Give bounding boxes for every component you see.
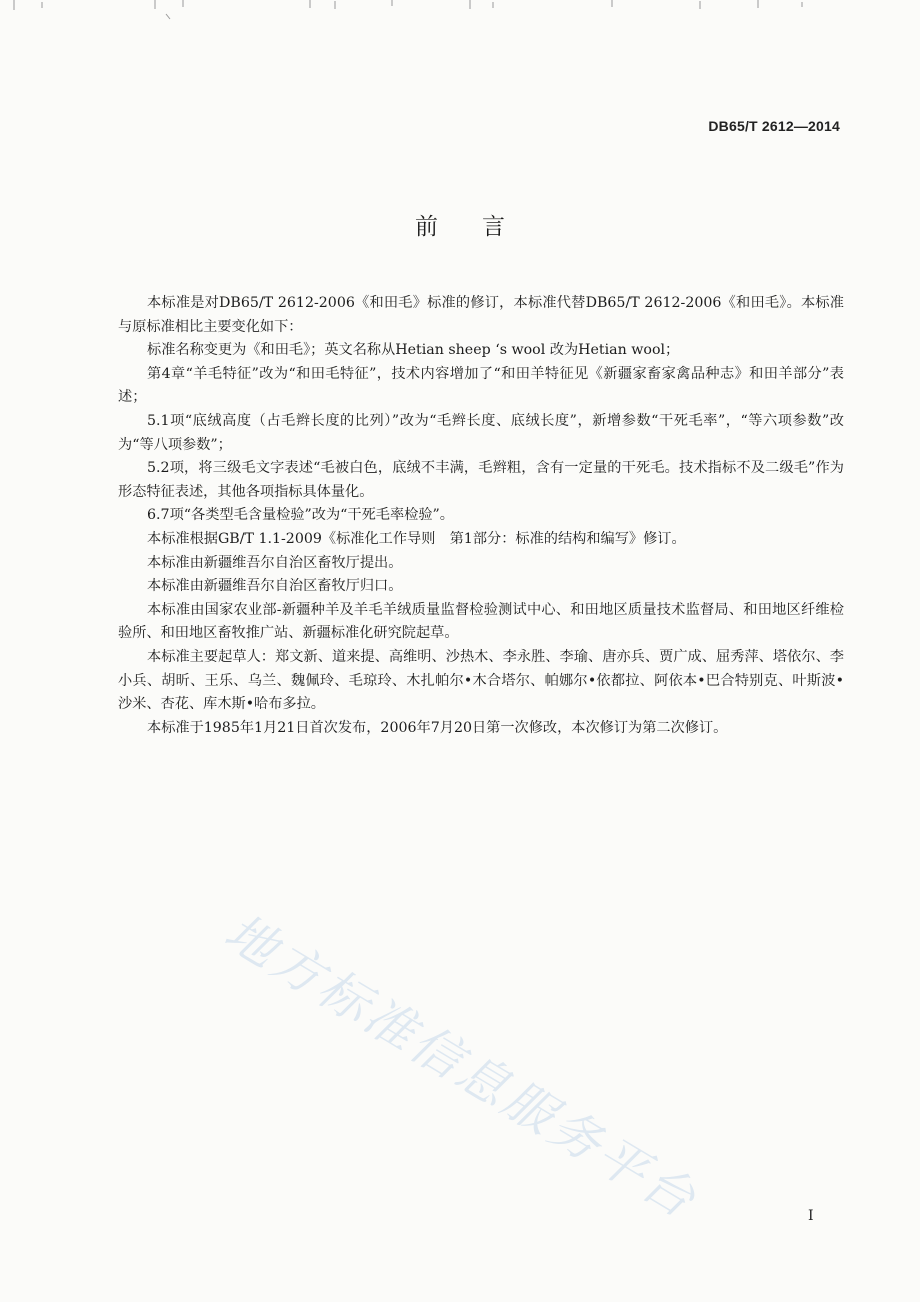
paragraph-managed-by: 本标准由新疆维吾尔自治区畜牧厅归口。: [147, 578, 403, 595]
page-number: I: [808, 1208, 814, 1224]
paragraph-drafting-units: 本标准由国家农业部-新疆种羊及羊毛羊绒质量监督检验测试中心、和田地区质量技术监督局、和田地区纤维检验所、和田地区畜牧推广站、新疆标准化研究院起草。: [118, 601, 844, 642]
document-code: DB65/T 2612—2014: [708, 118, 840, 134]
paragraph-history: 本标准于1985年1月21日首次发布，2006年7月20日第一次修改，本次修订为第二次修订。: [147, 719, 728, 736]
paragraph-drafters: 本标准主要起草人：郑文新、道来提、高维明、沙热木、李永胜、李瑜、唐亦兵、贾广成、屈秀萍、塔依尔、李小兵、胡昕、王乐、乌兰、魏佩玲、毛琼玲、木扎帕尔•木合塔尔、帕娜尔•依都拉、阿依本•巴合特别克、叶斯波•沙米、杏花、库木斯•哈布多拉。: [118, 648, 844, 713]
paragraph-item-5-2: 5.2项，将三级毛文字表述“毛被白色，底绒不丰满，毛辫粗，含有一定量的干死毛。技术指标不及二级毛”作为形态特征表述，其他各项指标具体量化。: [118, 460, 844, 500]
paragraph-name-change: 标准名称变更为《和田毛》；英文名称从Hetian sheep ‘s wool 改为Hetian wool；: [147, 342, 680, 359]
foreword-body: [118, 292, 844, 740]
paragraph-proposed-by: 本标准由新疆维吾尔自治区畜牧厅提出。: [147, 554, 403, 571]
paragraph-chapter-4: 第4章“羊毛特征”改为“和田毛特征”，技术内容增加了“和田羊特征见《新疆家畜家禽品种志》和田羊部分”表述；: [118, 365, 844, 406]
paragraph-item-5-1: 5.1项“底绒高度（占毛辫长度的比列）”改为“毛辫长度、底绒长度”，新增参数“干死毛率”，“等六项参数”改为“等八项参数”；: [118, 412, 844, 453]
paragraph-drafting-rules: 本标准根据GB/T 1.1-2009《标准化工作导则 第1部分：标准的结构和编写》修订。: [147, 530, 686, 547]
scan-artifacts: [0, 0, 920, 20]
paragraph-revision-intro: 本标准是对DB65/T 2612-2006《和田毛》标准的修订，本标准代替DB65/T 2612-2006《和田毛》。本标准与原标准相比主要变化如下：: [118, 295, 844, 335]
page-title: 前言: [415, 214, 549, 240]
watermark: 地方标准信息服务平台: [215, 902, 708, 1231]
paragraph-item-6-7: 6.7项“各类型毛含量检验”改为“干死毛率检验”。: [147, 507, 454, 524]
